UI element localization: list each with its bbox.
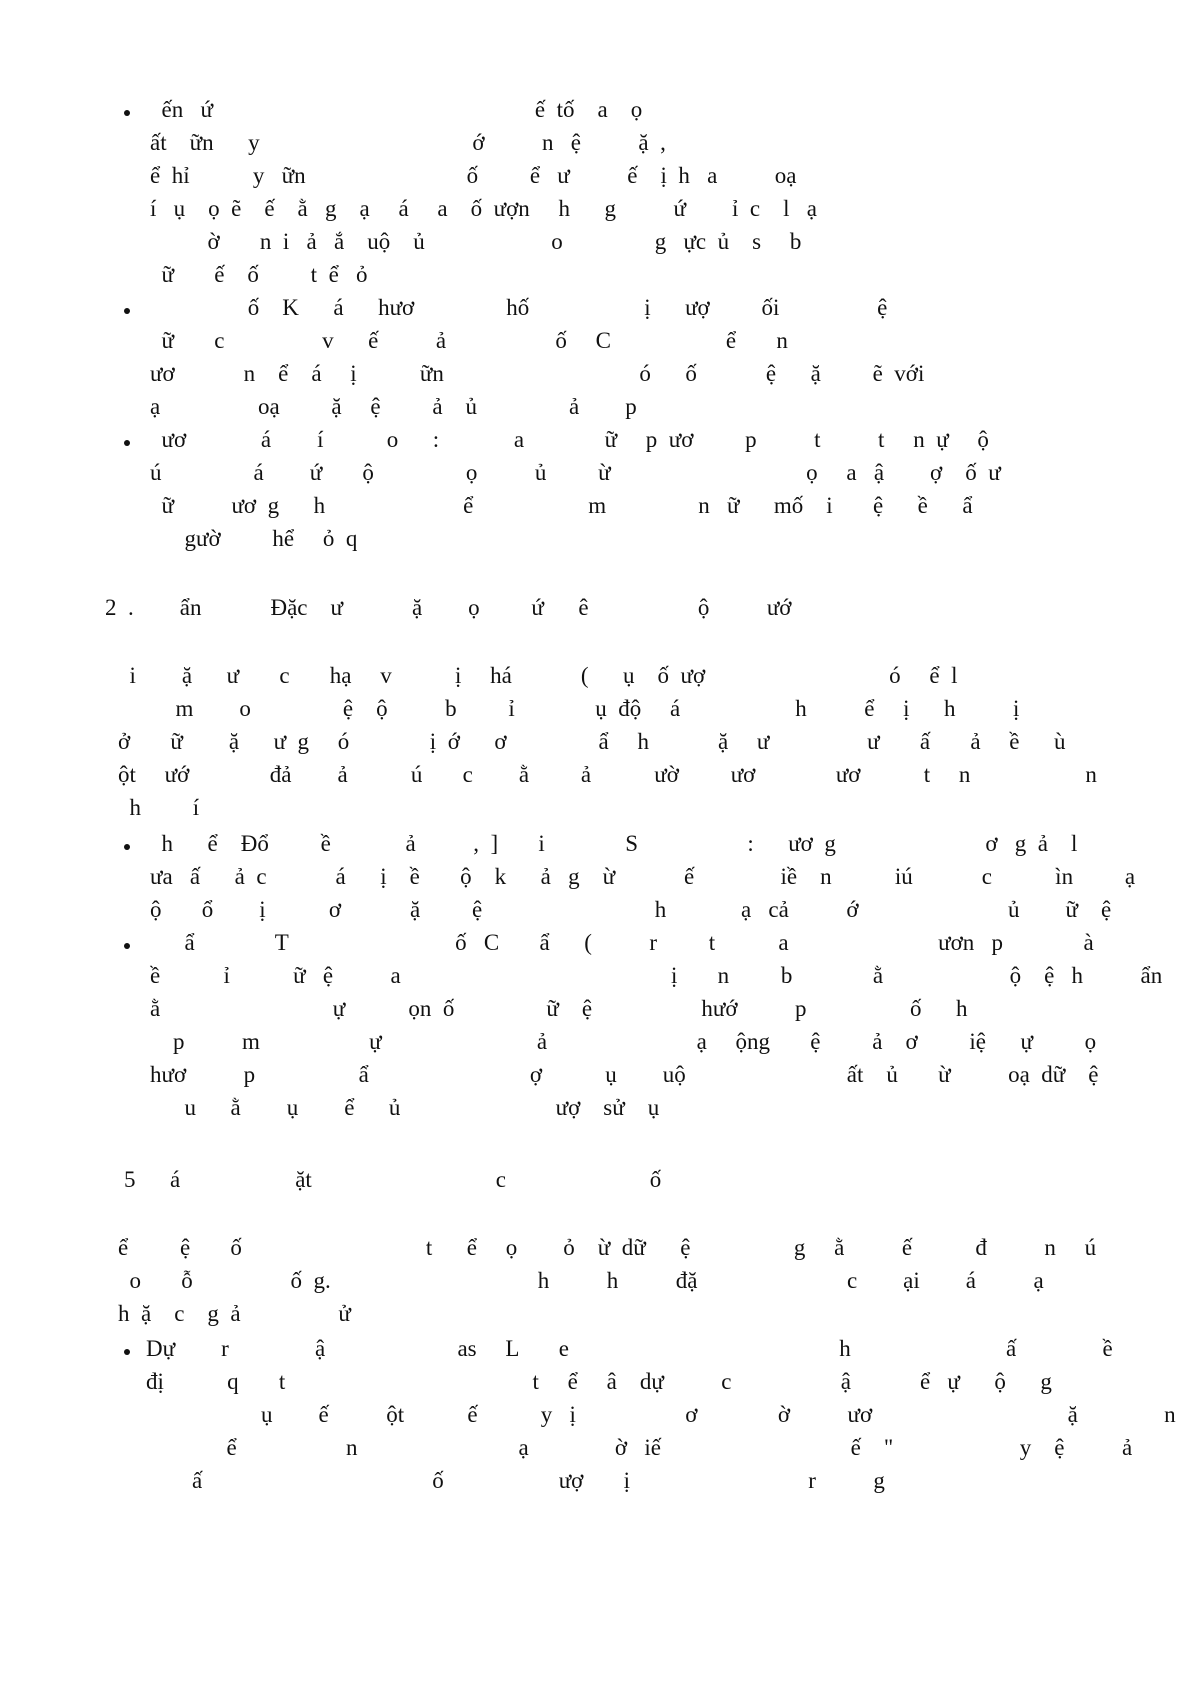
bullet-dot <box>124 440 130 446</box>
bullet-text-line: ến ứ ế tố a ọ <box>150 97 643 122</box>
bullet-text-line: ữ ươ g h ể m n ữ mố i ệ ề ẩ <box>150 493 973 518</box>
bullet-dot <box>124 943 130 949</box>
paragraph-line: ể ệ ố t ể ọ ỏ ừ dữ ệ g ằ ế đ n ú <box>118 1235 1097 1260</box>
paragraph-line: h í <box>118 795 200 820</box>
paragraph-line: i ặ ư c hạ v ị há ( ụ ố ượ ó ể l <box>118 663 958 688</box>
paragraph-line: ột ướ đả ả ú c ằ ả ườ ươ ươ t n n <box>118 762 1097 787</box>
bullet-text-line: ạ oạ ặ ệ ả ủ ả p <box>150 394 637 419</box>
bullet-text-line: ể n ạ ờ iế ế " y ệ ả <box>146 1435 1133 1460</box>
bullet-text-line: ờ n i ả ắ uộ ủ o g ực ủ s b <box>150 229 802 254</box>
bullet-text-line: ươ n ể á ị ữn ó ố ệ ặ ẽ với <box>150 361 925 386</box>
bullet-text-line: í ụ ọ ẽ ế ằ g ạ á a ố ượn h g ứ ỉ c l ạ <box>150 196 817 221</box>
bullet-text-line: Dự r ậ as L e h ấ ề <box>146 1336 1113 1361</box>
bullet-text-line: ấ ố ượ ị r g <box>146 1468 885 1493</box>
bullet-text-line: ưa ấ ả c á ị ề ộ k ả g ừ ế iề n iú c ìn ạ <box>150 864 1136 889</box>
bullet-text-line: ố K á hươ hố ị ượ ối ệ <box>150 295 888 320</box>
section-heading: 5 á ặt c ố <box>124 1167 662 1192</box>
paragraph-line: o ỗ ố g. h h đặ c ại á ạ <box>118 1268 1044 1293</box>
bullet-text-line: gườ hể ỏ q <box>150 526 358 551</box>
paragraph-line: m o ệ ộ b ỉ ụ độ á h ể ị h ị <box>118 696 1020 721</box>
bullet-text-line: ộ ổ ị ơ ặ ệ h ạ cả ớ ủ ữ ệ <box>150 897 1112 922</box>
bullet-text-line: ể hỉ y ữn ố ể ư ế ị h a oạ <box>150 163 797 188</box>
bullet-dot <box>124 1349 130 1355</box>
bullet-text-line: ươ á í o : a ữ p ươ p t t n ự ộ <box>150 427 989 452</box>
bullet-dot <box>124 110 130 116</box>
bullet-text-line: ề ỉ ữ ệ a ị n b ằ ộ ệ h ẩn <box>150 963 1163 988</box>
bullet-text-line: ằ ự ọn ố ữ ệ hướ p ố h <box>150 996 968 1021</box>
bullet-text-line: đị q t t ể â dự c ậ ể ự ộ g <box>146 1369 1052 1394</box>
bullet-text-line: ẩ T ố C ẩ ( r t a ươn p à <box>150 930 1094 955</box>
bullet-dot <box>124 844 130 850</box>
bullet-text-line: p m ự ả ạ ộng ệ ả ơ iệ ự ọ <box>150 1029 1097 1054</box>
section-heading: 2 . ẩn Đặc ư ặ ọ ứ ê ộ ướ <box>105 595 792 620</box>
bullet-text-line: hươ p ẩ ợ ụ uộ ất ủ ừ oạ dữ ệ <box>150 1062 1099 1087</box>
bullet-text-line: ú á ứ ộ ọ ủ ừ ọ a ậ ợ ố ư <box>150 460 1001 485</box>
paragraph-line: ở ữ ặ ư g ó ị ớ ơ ẩ h ặ ư ư ấ ả ề ù <box>118 729 1066 754</box>
bullet-text-line: u ằ ụ ể ủ ượ sử ụ <box>150 1095 660 1120</box>
bullet-text-line: ất ữn y ớ n ệ ặ , <box>150 130 666 155</box>
bullet-text-line: h ể Đổ ề ả , ] i S : ươ g ơ g ả l <box>150 831 1078 856</box>
bullet-dot <box>124 308 130 314</box>
bullet-text-line: ữ c v ế ả ố C ể n <box>150 328 788 353</box>
bullet-text-line: ữ ế ố t ể ỏ <box>150 262 368 287</box>
bullet-text-line: ụ ế ột ế y ị ơ ờ ươ ặ n <box>146 1402 1176 1427</box>
paragraph-line: h ặ c g ả ử <box>118 1301 351 1326</box>
